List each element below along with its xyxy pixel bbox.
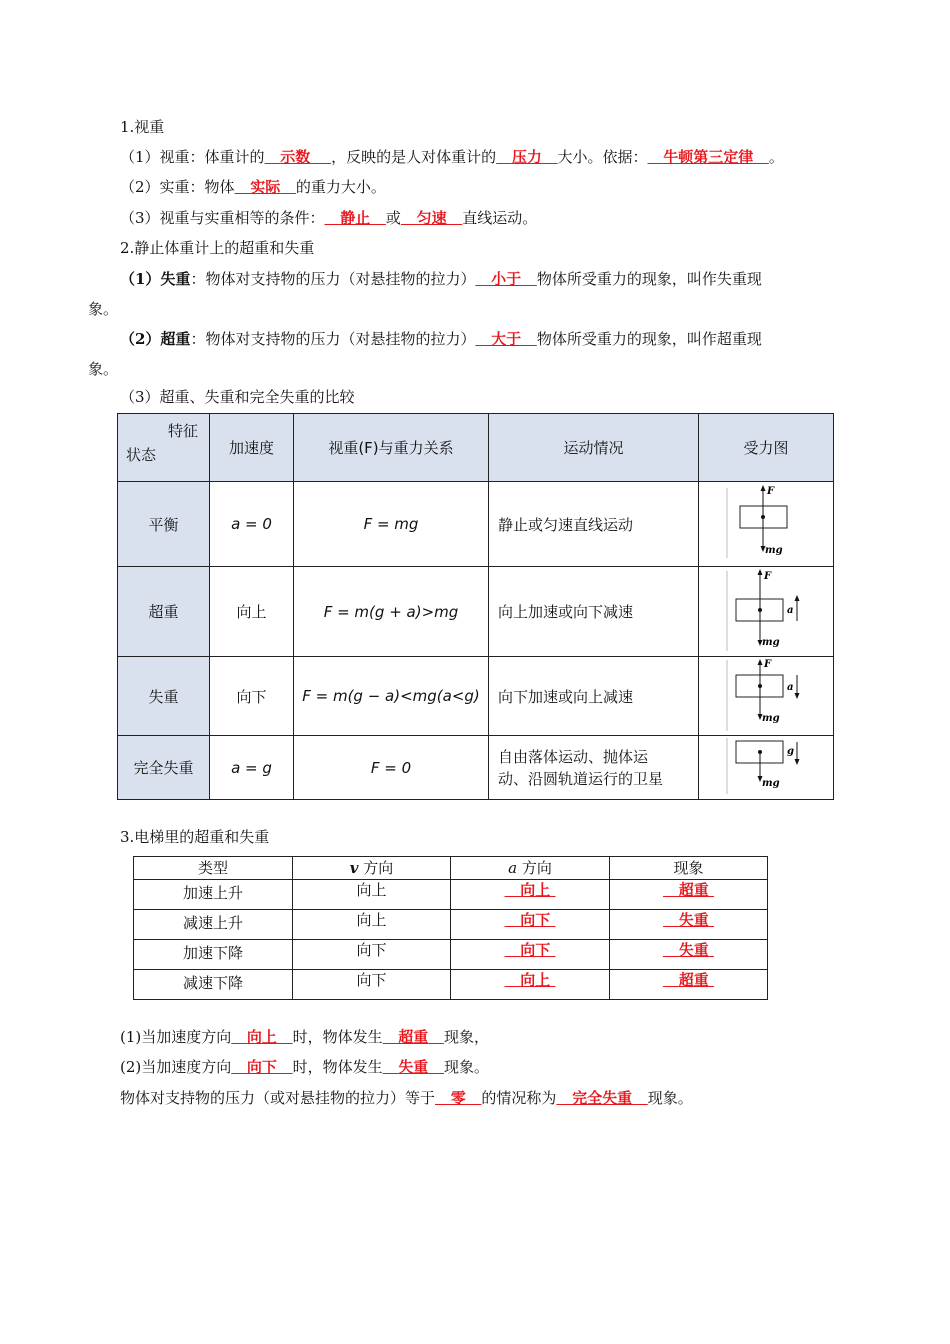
section2-para2-cont: 象。 (88, 360, 119, 378)
relation-cell: F = mg (294, 482, 489, 567)
elev-header-type: 类型 (134, 857, 293, 880)
relation-cell: F = m(g + a)>mg (294, 567, 489, 657)
section3-summary1: (1)当加速度方向 向上 时，物体发生 超重 现象， (120, 1028, 489, 1046)
elevator-header-row (134, 857, 768, 880)
section1-title: 1.视重 (120, 118, 165, 136)
answer-blank: 超重 (398, 1028, 429, 1046)
relation-cell: F = m(g − a)<mg(a<g) (294, 657, 489, 736)
state-cell: 失重 (118, 657, 210, 736)
answer-blank: 失重 (398, 1058, 429, 1076)
header-diagonal-cell (118, 414, 210, 482)
answer-blank: 完全失重 (572, 1089, 633, 1107)
answer-blank: 压力 (511, 148, 542, 166)
section2-title: 2.静止体重计上的超重和失重 (120, 239, 315, 257)
relation-cell: F = 0 (294, 736, 489, 800)
section2-para3: （3）超重、失重和完全失重的比较 (120, 388, 355, 406)
section1-para3: （3）视重与实重相等的条件： 静止 或 匀速 直线运动。 (120, 209, 538, 227)
force-diagram-weightless (699, 657, 833, 735)
table-row: 减速上升 向上 向下 失重 (134, 910, 768, 940)
table-header-row (118, 414, 834, 482)
force-diagram-cell (699, 482, 834, 567)
answer-blank: 实际 (250, 178, 281, 196)
elev-header-v: v 方向 (293, 857, 451, 880)
motion-cell: 静止或匀速直线运动 (489, 482, 699, 567)
svg-text:F: F (764, 659, 772, 670)
accel-cell: a = g (210, 736, 294, 800)
table-row (118, 482, 834, 567)
answer-blank: 零 (450, 1089, 466, 1107)
section2-para1-cont: 象。 (88, 300, 119, 318)
force-diagram-cell (699, 736, 834, 800)
force-diagram-cell (699, 657, 834, 736)
motion-cell: 自由落体运动、抛体运 动、沿圆轨道运行的卫星 (489, 736, 699, 800)
svg-text:a: a (787, 605, 794, 616)
section3-summary2: (2)当加速度方向 向下 时，物体发生 失重 现象。 (120, 1058, 489, 1076)
answer-blank: 小于 (491, 270, 522, 288)
header-accel: 加速度 (210, 414, 294, 482)
svg-text:F: F (764, 571, 772, 582)
answer-blank: 大于 (491, 330, 522, 348)
elev-header-a: a 方向 (451, 857, 610, 880)
state-cell: 平衡 (118, 482, 210, 567)
motion-cell: 向上加速或向下减速 (489, 567, 699, 657)
section3-summary3: 物体对支持物的压力（或对悬挂物的拉力）等于 零 的情况称为 完全失重 现象。 (120, 1089, 693, 1107)
accel-cell: 向上 (210, 567, 294, 657)
force-diagram-overweight (699, 567, 833, 656)
section2-para2: （2）超重：物体对支持物的压力（对悬挂物的拉力） 大于 物体所受重力的现象，叫作超重现 (120, 330, 762, 348)
header-state: 状态 (126, 446, 157, 464)
header-feature: 特征 (168, 422, 199, 440)
force-diagram-cell (699, 567, 834, 657)
force-diagram-complete (699, 736, 833, 799)
section2-para1: （1）失重：物体对支持物的压力（对悬挂物的拉力） 小于 物体所受重力的现象，叫作失重现 (120, 270, 762, 288)
svg-text:mg: mg (762, 778, 780, 789)
section1-para2: （2）实重：物体 实际 的重力大小。 (120, 178, 386, 196)
answer-blank: 向上 (246, 1028, 277, 1046)
answer-blank: 示数 (280, 148, 311, 166)
header-relation: 视重(F)与重力关系 (294, 414, 489, 482)
section3-title: 3.电梯里的超重和失重 (120, 828, 270, 846)
answer-blank: 静止 (340, 209, 371, 227)
motion-cell: 向下加速或向上减速 (489, 657, 699, 736)
table-row (118, 657, 834, 736)
header-force: 受力图 (699, 414, 834, 482)
comparison-table (117, 413, 834, 800)
elevator-table (133, 856, 768, 1000)
svg-text:g: g (787, 746, 794, 757)
svg-text:a: a (787, 682, 794, 693)
accel-cell: a = 0 (210, 482, 294, 567)
answer-blank: 匀速 (416, 209, 447, 227)
state-cell: 完全失重 (118, 736, 210, 800)
force-diagram-balance (699, 482, 833, 566)
label-mg: mg (765, 545, 783, 556)
accel-cell: 向下 (210, 657, 294, 736)
section1-para1: （1）视重：体重计的 示数 ，反映的是人对体重计的 压力 大小。依据： 牛顿第三定律 。 (120, 148, 784, 166)
answer-blank: 向下 (246, 1058, 277, 1076)
elev-header-phen: 现象 (610, 857, 768, 880)
label-F: F (767, 486, 775, 497)
table-row (118, 567, 834, 657)
header-motion: 运动情况 (489, 414, 699, 482)
table-row: 加速上升 向上 向上 超重 (134, 880, 768, 910)
svg-text:mg: mg (762, 713, 780, 724)
svg-text:mg: mg (762, 637, 780, 648)
state-cell: 超重 (118, 567, 210, 657)
table-row (118, 736, 834, 800)
table-row: 加速下降 向下 向下 失重 (134, 940, 768, 970)
answer-blank: 牛顿第三定律 (663, 148, 754, 166)
table-row: 减速下降 向下 向上 超重 (134, 970, 768, 1000)
